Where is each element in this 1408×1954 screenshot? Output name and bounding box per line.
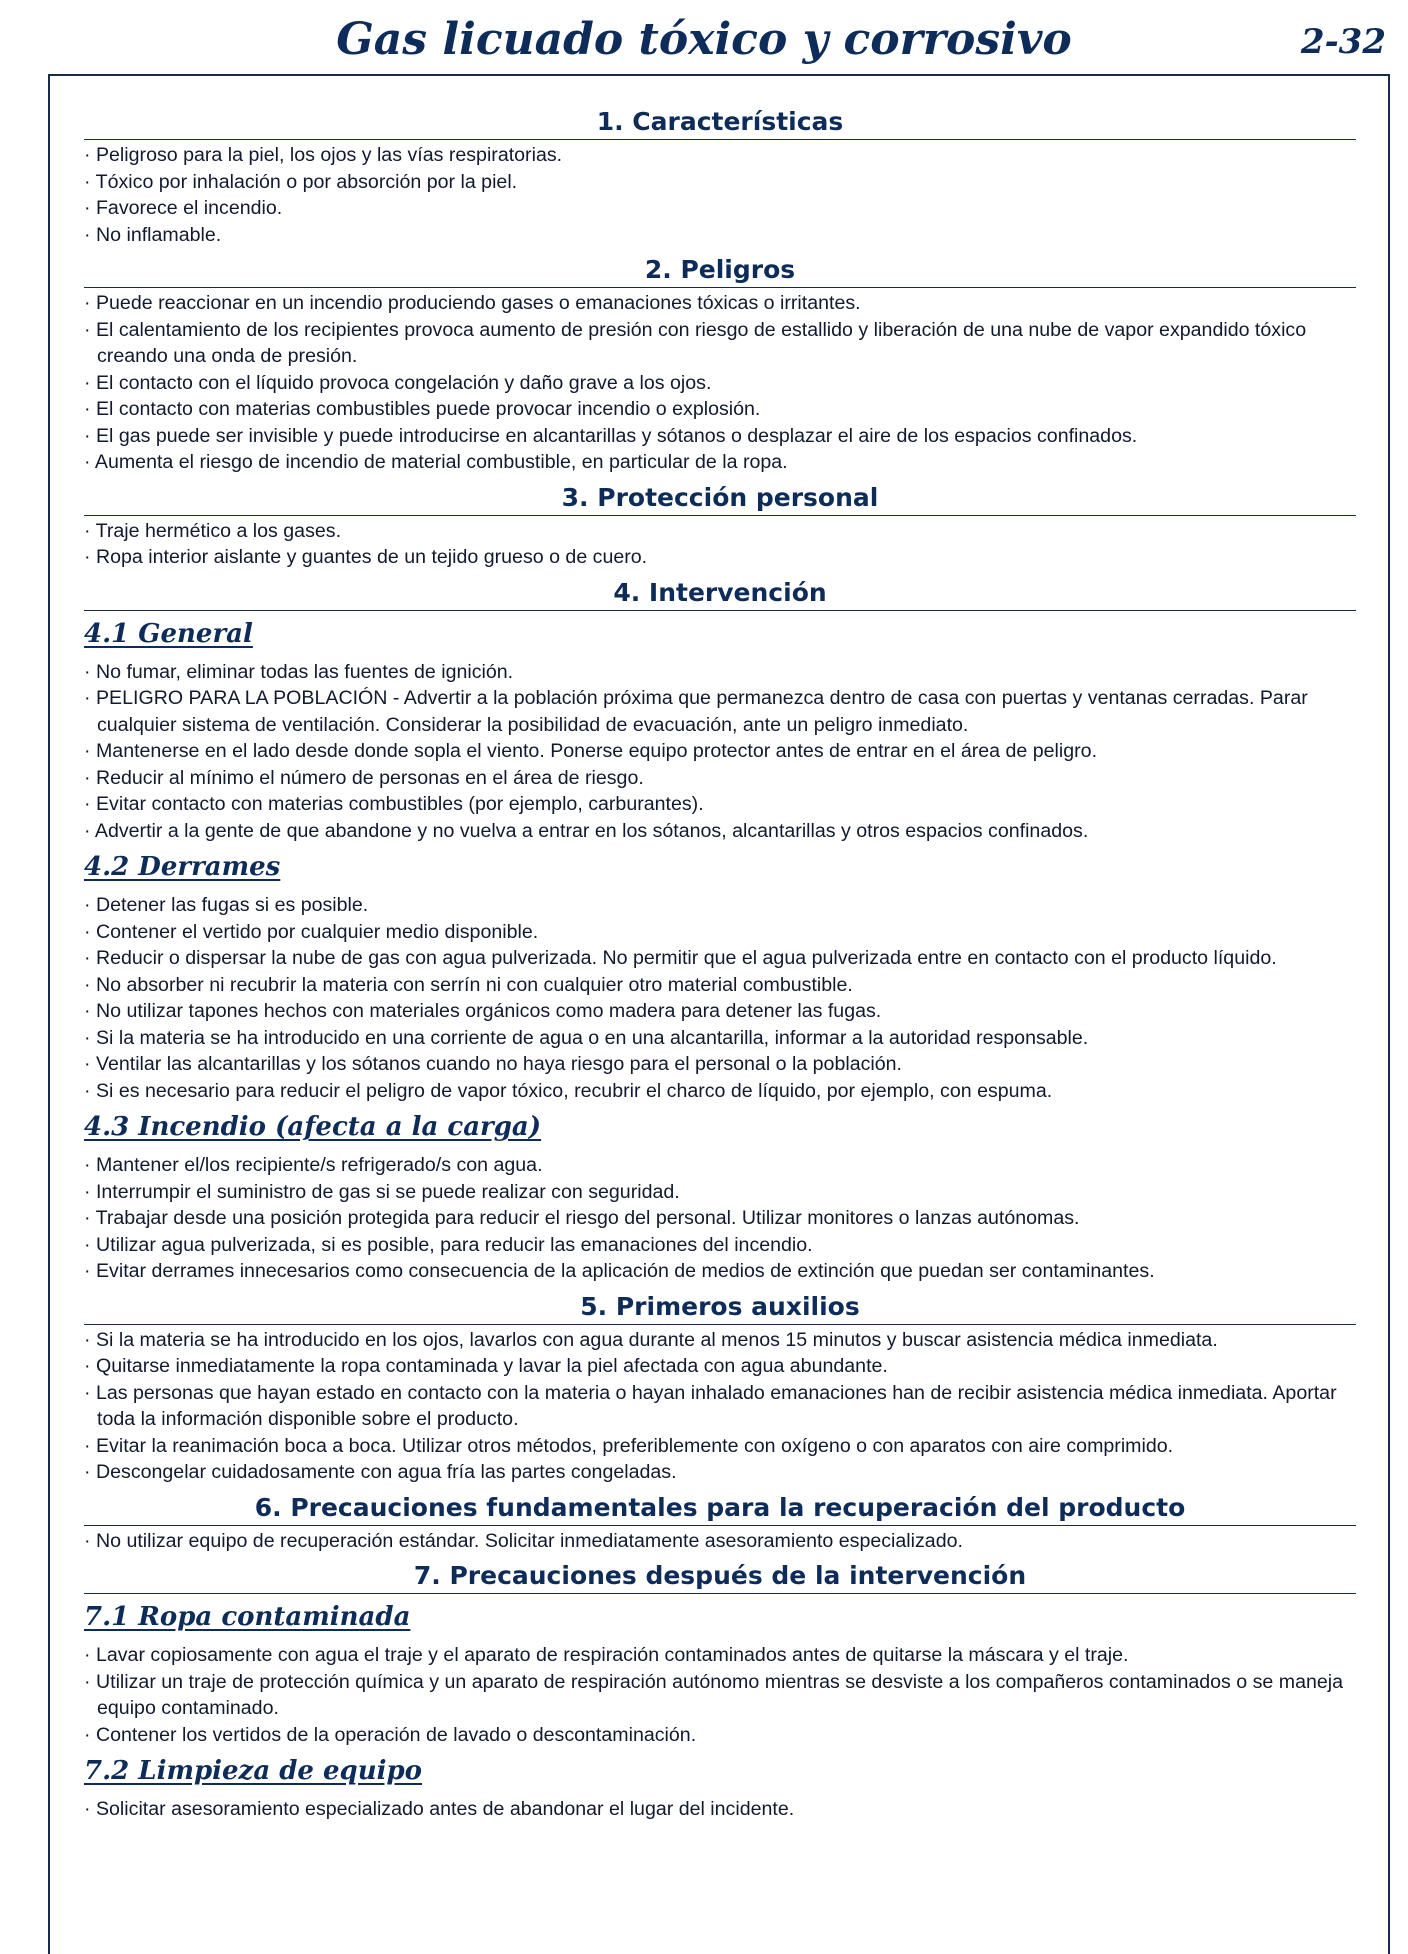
section-primeros-auxilios — [84, 1291, 1356, 1486]
item-list — [84, 659, 1356, 845]
subsection-title-general: 4.1 General — [84, 618, 253, 649]
list-item: · Traje hermético a los gases. — [84, 518, 1356, 545]
section-title: 7. Precauciones después de la intervención — [84, 1560, 1356, 1594]
section-caracteristicas — [84, 106, 1356, 248]
list-item: · Contener el vertido por cualquier medio disponible. — [84, 919, 1356, 946]
list-item: · Favorece el incendio. — [84, 195, 1356, 222]
section-proteccion-personal — [84, 482, 1356, 571]
item-list — [84, 518, 1356, 571]
list-item: · Advertir a la gente de que abandone y no vuelva a entrar en los sótanos, alcantarillas y otros espacios confinados. — [84, 818, 1356, 845]
item-list — [84, 1796, 1356, 1823]
list-item: · Si la materia se ha introducido en los ojos, lavarlos con agua durante al menos 15 minutos y buscar asistencia médica inmediata. — [84, 1327, 1356, 1354]
item-list — [84, 892, 1356, 1104]
list-item: · Peligroso para la piel, los ojos y las vías respiratorias. — [84, 142, 1356, 169]
list-item: · El calentamiento de los recipientes provoca aumento de presión con riesgo de estallido y liberación de una nube de vapor expandido tóxico creando una onda de presión. — [84, 317, 1356, 370]
list-item: · Evitar la reanimación boca a boca. Utilizar otros métodos, preferiblemente con oxígeno o con aparatos con aire comprimido. — [84, 1433, 1356, 1460]
list-item: · Descongelar cuidadosamente con agua fría las partes congeladas. — [84, 1459, 1356, 1486]
item-list — [84, 142, 1356, 248]
item-list — [84, 1327, 1356, 1486]
list-item: · No inflamable. — [84, 222, 1356, 249]
list-item: · Utilizar un traje de protección química y un aparato de respiración autónomo mientras se desviste a los compañeros contaminados o se maneja equipo contaminado. — [84, 1669, 1356, 1722]
list-item: · Evitar contacto con materias combustibles (por ejemplo, carburantes). — [84, 791, 1356, 818]
item-list — [84, 1642, 1356, 1748]
item-list — [84, 1528, 1356, 1555]
list-item: · Evitar derrames innecesarios como consecuencia de la aplicación de medios de extinción que puedan ser contaminantes. — [84, 1258, 1356, 1285]
list-item: · Tóxico por inhalación o por absorción por la piel. — [84, 169, 1356, 196]
list-item: · Reducir al mínimo el número de personas en el área de riesgo. — [84, 765, 1356, 792]
subsection-title-derrames: 4.2 Derrames — [84, 852, 281, 882]
list-item: · Puede reaccionar en un incendio produciendo gases o emanaciones tóxicas o irritantes. — [84, 290, 1356, 317]
list-item: · Quitarse inmediatamente la ropa contaminada y lavar la piel afectada con agua abundante. — [84, 1353, 1356, 1380]
list-item: · No absorber ni recubrir la materia con serrín ni con cualquier otro material combustible. — [84, 972, 1356, 999]
list-item: · Contener los vertidos de la operación de lavado o descontaminación. — [84, 1722, 1356, 1749]
list-item: · No utilizar equipo de recuperación estándar. Solicitar inmediatamente asesoramiento especializado. — [84, 1528, 1356, 1555]
section-title: 5. Primeros auxilios — [84, 1291, 1356, 1325]
list-item: · Interrumpir el suministro de gas si se puede realizar con seguridad. — [84, 1179, 1356, 1206]
section-title: 4. Intervención — [84, 577, 1356, 611]
list-item: · Lavar copiosamente con agua el traje y el aparato de respiración contaminados antes de quitarse la máscara y el traje. — [84, 1642, 1356, 1669]
list-item: · No fumar, eliminar todas las fuentes de ignición. — [84, 659, 1356, 686]
list-item: · Aumenta el riesgo de incendio de material combustible, en particular de la ropa. — [84, 449, 1356, 476]
section-title: 2. Peligros — [84, 254, 1356, 288]
list-item: · El contacto con el líquido provoca congelación y daño grave a los ojos. — [84, 370, 1356, 397]
list-item: · Ventilar las alcantarillas y los sótanos cuando no haya riesgo para el personal o la población. — [84, 1051, 1356, 1078]
list-item: · Trabajar desde una posición protegida para reducir el riesgo del personal. Utilizar monitores o lanzas autónomas. — [84, 1205, 1356, 1232]
section-precauciones-recuperacion — [84, 1492, 1356, 1555]
section-title: 6. Precauciones fundamentales para la recuperación del producto — [84, 1492, 1356, 1526]
subsection-title-incendio: 4.3 Incendio (afecta a la carga) — [84, 1112, 542, 1142]
list-item: · Las personas que hayan estado en contacto con la materia o hayan inhalado emanaciones han de recibir asistencia médica inmediata. Aportar toda la información disponible sobre el producto. — [84, 1380, 1356, 1433]
page-number: 2-32 — [1300, 22, 1386, 62]
section-peligros — [84, 254, 1356, 476]
section-precauciones-despues — [84, 1560, 1356, 1823]
list-item: · No utilizar tapones hechos con materiales orgánicos como madera para detener las fugas. — [84, 998, 1356, 1025]
list-item: · Mantener el/los recipiente/s refrigerado/s con agua. — [84, 1152, 1356, 1179]
list-item: · Solicitar asesoramiento especializado antes de abandonar el lugar del incidente. — [84, 1796, 1356, 1823]
list-item: · El gas puede ser invisible y puede introducirse en alcantarillas y sótanos o desplazar el aire de los espacios confinados. — [84, 423, 1356, 450]
item-list — [84, 1152, 1356, 1285]
subsection-title-limpieza-equipo: 7.2 Limpieza de equipo — [84, 1756, 423, 1786]
list-item: · Ropa interior aislante y guantes de un tejido grueso o de cuero. — [84, 544, 1356, 571]
item-list — [84, 290, 1356, 476]
section-title: 3. Protección personal — [84, 482, 1356, 516]
list-item: · Mantenerse en el lado desde donde sopla el viento. Ponerse equipo protector antes de entrar en el área de peligro. — [84, 738, 1356, 765]
list-item: · Reducir o dispersar la nube de gas con agua pulverizada. No permitir que el agua pulverizada entre en contacto con el producto líquido. — [84, 945, 1356, 972]
list-item: · Utilizar agua pulverizada, si es posible, para reducir las emanaciones del incendio. — [84, 1232, 1356, 1259]
page-title: Gas licuado tóxico y corrosivo — [336, 14, 1072, 65]
list-item: · El contacto con materias combustibles puede provocar incendio o explosión. — [84, 396, 1356, 423]
list-item: · Detener las fugas si es posible. — [84, 892, 1356, 919]
list-item: · Si la materia se ha introducido en una corriente de agua o en una alcantarilla, informar a la autoridad responsable. — [84, 1025, 1356, 1052]
subsection-title-ropa-contaminada: 7.1 Ropa contaminada — [84, 1602, 411, 1632]
section-title: 1. Características — [84, 106, 1356, 140]
document-body — [84, 106, 1356, 1829]
list-item: · Si es necesario para reducir el peligro de vapor tóxico, recubrir el charco de líquido, por ejemplo, con espuma. — [84, 1078, 1356, 1105]
section-intervencion — [84, 577, 1356, 1285]
list-item: · PELIGRO PARA LA POBLACIÓN - Advertir a la población próxima que permanezca dentro de casa con puertas y ventanas cerradas. Parar cualquier sistema de ventilación. Considerar la posibilidad de evacuación, ante un peligro inmediato. — [84, 685, 1356, 738]
